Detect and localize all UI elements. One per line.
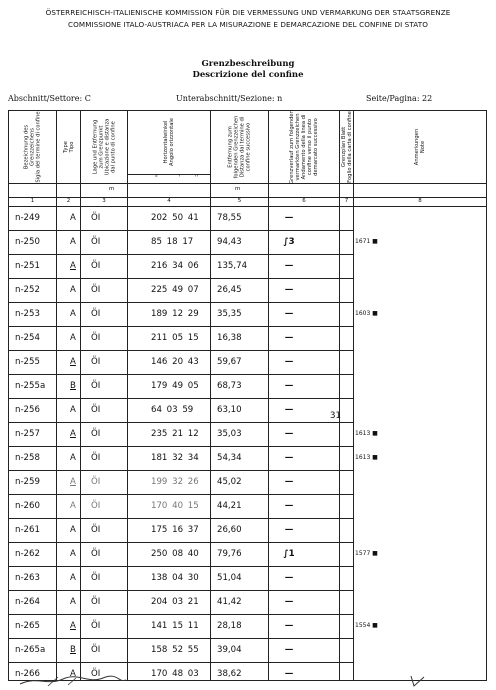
table-row	[9, 278, 486, 302]
marker-location: ÖI	[91, 381, 101, 391]
note-text: 1554 ■	[355, 622, 378, 629]
horizontal-angle: 199 32 26	[151, 477, 199, 487]
page-number: Seite/Pagina: 22	[366, 94, 433, 103]
distance-value: 35,35	[217, 309, 242, 319]
marker-location: ÖI	[91, 549, 101, 559]
table-row	[9, 638, 486, 662]
note-text	[355, 494, 395, 518]
horizontal-angle: 235 21 12	[151, 429, 199, 439]
marker-id: n-256	[15, 405, 40, 415]
commission-title-german: ÖSTERREICHISCH-ITALIENISCHE KOMMISSION FÜR DIE VERMESSUNG UND VERMARKUNG DER STAATSGRENZE	[45, 8, 451, 17]
marker-id: n-255	[15, 357, 40, 367]
map-sheet-number: 31	[330, 411, 341, 421]
marker-id: n-261	[15, 525, 40, 535]
course-mark: —	[284, 429, 294, 439]
marker-id: n-249	[15, 213, 40, 223]
note-text	[355, 254, 395, 278]
course-mark: —	[284, 525, 294, 535]
column-header-marker-id: Bezeichnung des Grenzzeichens Sigla del termine di confine	[23, 111, 42, 183]
marker-id: n-266	[15, 669, 40, 679]
note-text	[355, 518, 395, 542]
handwritten-mark	[408, 674, 428, 688]
distance-value: 39,04	[217, 645, 242, 655]
distance-value: 35,03	[217, 429, 242, 439]
table-row	[9, 566, 486, 590]
horizontal-angle: 170 48 03	[151, 669, 199, 679]
distance-value: 68,73	[217, 381, 242, 391]
marker-type: A	[70, 621, 76, 631]
distance-value: 54,34	[217, 453, 242, 463]
commission-title-italian: COMMISSIONE ITALO-AUSTRIACA PER LA MISURAZIONE E DEMARCAZIONE DEL CONFINE DI STATO	[68, 20, 428, 29]
marker-type: A	[70, 477, 76, 487]
course-mark: —	[284, 405, 294, 415]
distance-value: 79,76	[217, 549, 242, 559]
table-row	[9, 350, 486, 374]
table-row	[9, 542, 486, 566]
marker-location: ÖI	[91, 285, 101, 295]
distance-value: 78,55	[217, 213, 242, 223]
horizontal-angle: 170 40 15	[151, 501, 199, 511]
distance-value: 135,74	[217, 261, 248, 271]
note-text	[355, 350, 395, 374]
marker-type: A	[70, 285, 76, 295]
horizontal-angle: 250 08 40	[151, 549, 199, 559]
horizontal-angle: 179 49 05	[151, 381, 199, 391]
marker-location: ÖI	[91, 573, 101, 583]
distance-value: 44,21	[217, 501, 242, 511]
marker-location: ÖI	[91, 261, 101, 271]
table-row	[9, 302, 486, 326]
table-row	[9, 206, 486, 230]
distance-value: 59,67	[217, 357, 242, 367]
marker-type: A	[70, 261, 76, 271]
marker-id: n-265	[15, 621, 40, 631]
marker-location: ÖI	[91, 213, 101, 223]
horizontal-angle: 204 03 21	[151, 597, 199, 607]
handwritten-signature	[18, 674, 128, 688]
course-mark: —	[284, 477, 294, 487]
horizontal-angle: 158 52 55	[151, 645, 199, 655]
marker-id: n-250	[15, 237, 40, 247]
marker-location: ÖI	[91, 309, 101, 319]
course-mark: —	[284, 357, 294, 367]
marker-type: A	[70, 405, 76, 415]
horizontal-angle: 175 16 37	[151, 525, 199, 535]
course-mark: —	[284, 597, 294, 607]
marker-id: n-260	[15, 501, 40, 511]
note-text	[355, 326, 395, 350]
marker-location: ÖI	[91, 477, 101, 487]
marker-location: ÖI	[91, 645, 101, 655]
note-text	[355, 278, 395, 302]
marker-id: n-262	[15, 549, 40, 559]
table-row	[9, 254, 486, 278]
marker-type: A	[70, 501, 76, 511]
note-text	[355, 374, 395, 398]
marker-location: ÖI	[91, 405, 101, 415]
marker-type: A	[70, 357, 76, 367]
note-text: 1613 ■	[355, 430, 378, 437]
marker-location: ÖI	[91, 501, 101, 511]
table-row	[9, 422, 486, 446]
horizontal-angle: 202 50 41	[151, 213, 199, 223]
column-header-location: Lage und Entfernung zum Grenzpunkt Ubicazione e distanza dal punto di confine	[92, 118, 116, 176]
marker-id: n-258	[15, 453, 40, 463]
course-mark: —	[284, 645, 294, 655]
column-header-distance: Entfernung zum folgenden Grenzzeichen Distanza dal termine di confine successivo	[227, 115, 252, 179]
marker-id: n-252	[15, 285, 40, 295]
table-row	[9, 518, 486, 542]
marker-type: A	[70, 597, 76, 607]
marker-id: n-259	[15, 477, 40, 487]
course-mark: —	[284, 621, 294, 631]
marker-location: ÖI	[91, 357, 101, 367]
marker-type: A	[70, 309, 76, 319]
marker-type: A	[70, 237, 76, 247]
distance-value: 41,42	[217, 597, 242, 607]
table-row	[9, 614, 486, 638]
table-row	[9, 374, 486, 398]
subsection-label: Unterabschnitt/Sezione: n	[176, 94, 283, 103]
note-text: 1613 ■	[355, 454, 378, 461]
column-header-type: Type Tipo	[62, 141, 75, 153]
marker-id: n-254	[15, 333, 40, 343]
marker-location: ÖI	[91, 597, 101, 607]
table-row	[9, 230, 486, 254]
marker-location: ÖI	[91, 669, 101, 679]
marker-type: A	[70, 525, 76, 535]
section-label: Abschnitt/Settore: C	[8, 94, 91, 103]
note-text	[355, 638, 395, 662]
column-header-angle: Horizontalwinkel Angolo orizzontale	[162, 117, 175, 167]
marker-type: A	[70, 573, 76, 583]
horizontal-angle: 211 05 15	[151, 333, 199, 343]
marker-id: n-263	[15, 573, 40, 583]
note-text: 1671 ■	[355, 238, 378, 245]
distance-value: 38,62	[217, 669, 242, 679]
table-row	[9, 326, 486, 350]
marker-location: ÖI	[91, 237, 101, 247]
marker-location: ÖI	[91, 333, 101, 343]
table-row	[9, 398, 486, 422]
note-text	[355, 662, 395, 686]
marker-type: A	[70, 549, 76, 559]
document-title-german: Grenzbeschreibung	[201, 59, 295, 69]
note-text	[355, 566, 395, 590]
marker-id: n-255a	[15, 381, 46, 391]
marker-type: A	[70, 333, 76, 343]
marker-id: n-265a	[15, 645, 46, 655]
distance-value: 94,43	[217, 237, 242, 247]
distance-value: 28,18	[217, 621, 242, 631]
distance-value: 51,04	[217, 573, 242, 583]
marker-location: ÖI	[91, 525, 101, 535]
marker-type: A	[70, 429, 76, 439]
table-row	[9, 446, 486, 470]
column-header-course: Grenzverlauf zum folgenden vermarkten Grenzzeichen Andamento della linea di confine verso il punto demarcato successivo	[289, 110, 319, 184]
course-mark: —	[284, 213, 294, 223]
note-text: 1603 ■	[355, 310, 378, 317]
course-mark: ∫1	[283, 549, 295, 559]
marker-type: B	[70, 645, 76, 655]
distance-value: 26,60	[217, 525, 242, 535]
distance-value: 45,02	[217, 477, 242, 487]
table-row	[9, 590, 486, 614]
marker-location: ÖI	[91, 429, 101, 439]
horizontal-angle: 225 49 07	[151, 285, 199, 295]
horizontal-angle: 138 04 30	[151, 573, 199, 583]
distance-value: 16,38	[217, 333, 242, 343]
marker-id: n-257	[15, 429, 40, 439]
marker-type: A	[70, 213, 76, 223]
note-text	[355, 470, 395, 494]
course-mark: —	[284, 669, 294, 679]
boundary-table: Bezeichnung des Grenzzeichens Sigla del termine di confine Type Tipo Lage und Entfernung zum Grenzpunkt Ubicazione e distanza dal punto di confine Horizontalwinkel Angolo orizzontale Entfernung zum folgenden Grenzzeichen Distanza dal termine di confine successivo Grenzverlauf zum folgenden vermarkten Grenzzeichen Andamento della linea di confine verso il punto demarcato successivo Grenzplan Blatt Foglio della carta di confine Anmerkungen Note m ° ' '' m 1 2 3 4 5 6 7 8 n-249 A ÖI 202 50 41 78,55 — n-250 A ÖI 85 18 17 94,43 ∫3 1671 ■ n-251 A ÖI 216 34 06 135,74 — n-252 A ÖI 225 49 07 26,45 — n-253 A ÖI 189 12 29 35,35 — 1603 ■ n-254 A ÖI 211 05 15 16,38 — n-255 A ÖI 146 20 43 59,67 — n-255a B ÖI 179 49 05 68,73 — n-256 A ÖI 64 03 59 63,10 — n-257 A ÖI 235 21 12 35,03 — 1613 ■ n-258 A ÖI 181 32 34 54,34 — 1613 ■ n-259 A ÖI 199 32 26 45,02 — n-260 A ÖI 170 40 15 44,21 — n-261 A ÖI 175 16 37 26,60 — n-262 A ÖI 250 08 40 79,76 ∫1 1577 ■ n-263 A ÖI 138 04 30 51,04 — n-264 A ÖI 204 03 21 41,42 — n-265 A ÖI 141 15 11 28,18 — 1554 ■ n-265a B ÖI 158 52 55 39,04 — n-266 A ÖI 170 48 03 38,62 — 31	[8, 110, 487, 681]
course-mark: —	[284, 501, 294, 511]
note-text	[355, 206, 395, 230]
marker-id: n-264	[15, 597, 40, 607]
course-mark: —	[284, 333, 294, 343]
note-text: 1577 ■	[355, 550, 378, 557]
marker-type: A	[70, 669, 76, 679]
course-mark: ∫3	[283, 237, 295, 247]
note-text	[355, 398, 395, 422]
column-header-sheet: Grenzplan Blatt Foglio della carta di confine	[340, 111, 353, 183]
marker-location: ÖI	[91, 453, 101, 463]
course-mark: —	[284, 309, 294, 319]
horizontal-angle: 181 32 34	[151, 453, 199, 463]
table-row	[9, 470, 486, 494]
distance-value: 26,45	[217, 285, 242, 295]
horizontal-angle: 189 12 29	[151, 309, 199, 319]
horizontal-angle: 146 20 43	[151, 357, 199, 367]
course-mark: —	[284, 573, 294, 583]
marker-location: ÖI	[91, 621, 101, 631]
note-text	[355, 590, 395, 614]
horizontal-angle: 64 03 59	[151, 405, 194, 415]
course-mark: —	[284, 261, 294, 271]
course-mark: —	[284, 285, 294, 295]
marker-id: n-253	[15, 309, 40, 319]
marker-type: A	[70, 453, 76, 463]
course-mark: —	[284, 381, 294, 391]
table-row	[9, 494, 486, 518]
document-title-italian: Descrizione del confine	[192, 70, 304, 80]
horizontal-angle: 85 18 17	[151, 237, 194, 247]
marker-id: n-251	[15, 261, 40, 271]
marker-type: B	[70, 381, 76, 391]
horizontal-angle: 216 34 06	[151, 261, 199, 271]
column-header-notes: Anmerkungen Note	[414, 128, 426, 166]
course-mark: —	[284, 453, 294, 463]
distance-value: 63,10	[217, 405, 242, 415]
horizontal-angle: 141 15 11	[151, 621, 199, 631]
